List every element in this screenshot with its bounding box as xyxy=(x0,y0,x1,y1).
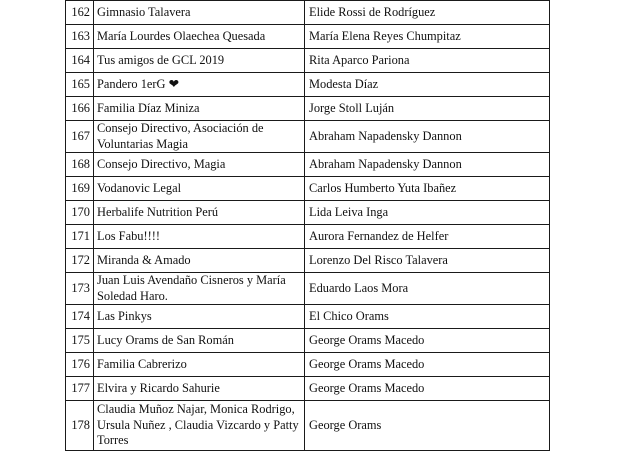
organization-cell: Elvira y Ricardo Sahurie xyxy=(94,377,305,401)
organization-cell: Lucy Orams de San Román xyxy=(94,329,305,353)
row-number: 173 xyxy=(66,273,94,305)
organization-cell: Miranda & Amado xyxy=(94,249,305,273)
row-number: 162 xyxy=(66,1,94,25)
table-row xyxy=(66,97,550,121)
donor-table xyxy=(65,0,550,451)
table-row xyxy=(66,201,550,225)
row-number: 168 xyxy=(66,153,94,177)
row-number: 177 xyxy=(66,377,94,401)
row-number: 174 xyxy=(66,305,94,329)
table-row xyxy=(66,249,550,273)
person-cell: El Chico Orams xyxy=(305,305,550,329)
organization-cell: Vodanovic Legal xyxy=(94,177,305,201)
organization-cell: María Lourdes Olaechea Quesada xyxy=(94,25,305,49)
donor-list-page xyxy=(65,0,549,451)
row-number: 166 xyxy=(66,97,94,121)
organization-cell: Consejo Directivo, Magia xyxy=(94,153,305,177)
donor-table-body xyxy=(66,1,550,451)
table-row xyxy=(66,401,550,451)
person-cell: George Orams Macedo xyxy=(305,353,550,377)
person-cell: Eduardo Laos Mora xyxy=(305,273,550,305)
organization-cell: Gimnasio Talavera xyxy=(94,1,305,25)
table-row xyxy=(66,73,550,97)
person-cell: Abraham Napadensky Dannon xyxy=(305,153,550,177)
table-row xyxy=(66,377,550,401)
table-row xyxy=(66,305,550,329)
organization-cell: Familia Cabrerizo xyxy=(94,353,305,377)
organization-cell: Tus amigos de GCL 2019 xyxy=(94,49,305,73)
table-row xyxy=(66,153,550,177)
row-number: 178 xyxy=(66,401,94,451)
organization-cell: Consejo Directivo, Asociación de Voluntarias Magia xyxy=(94,121,305,153)
row-number: 172 xyxy=(66,249,94,273)
person-cell: María Elena Reyes Chumpitaz xyxy=(305,25,550,49)
organization-cell: Juan Luis Avendaño Cisneros y María Soledad Haro. xyxy=(94,273,305,305)
organization-cell: Claudia Muñoz Najar, Monica Rodrigo, Ursula Nuñez , Claudia Vizcardo y Patty Torres xyxy=(94,401,305,451)
table-row xyxy=(66,177,550,201)
person-cell: Carlos Humberto Yuta Ibañez xyxy=(305,177,550,201)
person-cell: Jorge Stoll Luján xyxy=(305,97,550,121)
person-cell: Lorenzo Del Risco Talavera xyxy=(305,249,550,273)
organization-cell: Herbalife Nutrition Perú xyxy=(94,201,305,225)
row-number: 169 xyxy=(66,177,94,201)
row-number: 164 xyxy=(66,49,94,73)
person-cell: Modesta Díaz xyxy=(305,73,550,97)
table-row xyxy=(66,329,550,353)
person-cell: Elide Rossi de Rodríguez xyxy=(305,1,550,25)
person-cell: Lida Leiva Inga xyxy=(305,201,550,225)
row-number: 167 xyxy=(66,121,94,153)
table-row xyxy=(66,25,550,49)
organization-cell: Pandero 1erG ❤ xyxy=(94,73,305,97)
row-number: 163 xyxy=(66,25,94,49)
organization-cell: Familia Díaz Miniza xyxy=(94,97,305,121)
organization-cell: Las Pinkys xyxy=(94,305,305,329)
table-row xyxy=(66,1,550,25)
person-cell: George Orams Macedo xyxy=(305,377,550,401)
row-number: 171 xyxy=(66,225,94,249)
table-row xyxy=(66,273,550,305)
table-row xyxy=(66,121,550,153)
row-number: 176 xyxy=(66,353,94,377)
row-number: 165 xyxy=(66,73,94,97)
person-cell: Aurora Fernandez de Helfer xyxy=(305,225,550,249)
table-row xyxy=(66,49,550,73)
person-cell: Abraham Napadensky Dannon xyxy=(305,121,550,153)
person-cell: Rita Aparco Pariona xyxy=(305,49,550,73)
person-cell: George Orams Macedo xyxy=(305,329,550,353)
table-row xyxy=(66,225,550,249)
row-number: 175 xyxy=(66,329,94,353)
row-number: 170 xyxy=(66,201,94,225)
organization-cell: Los Fabu!!!! xyxy=(94,225,305,249)
person-cell: George Orams xyxy=(305,401,550,451)
table-row xyxy=(66,353,550,377)
